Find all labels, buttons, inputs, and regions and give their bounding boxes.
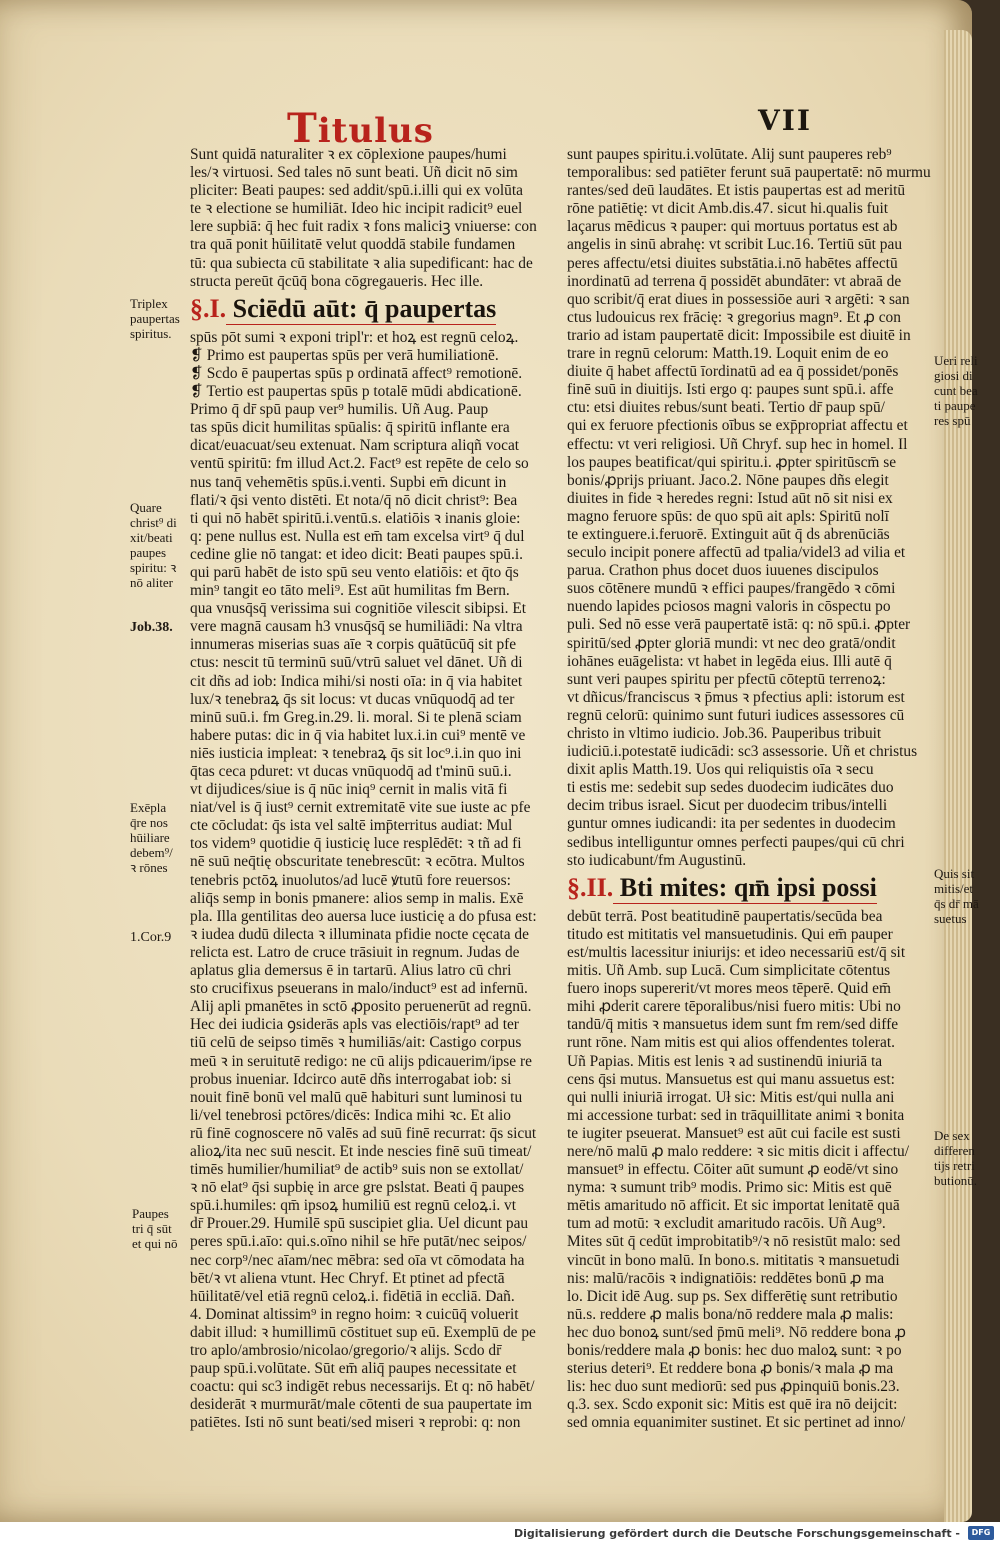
margin-note-veri [934, 353, 978, 428]
text-line: sunt veri paupes spiritu per pfectū cōteptū terrenoꝝ: [567, 670, 886, 688]
text-line: bēt/ꝛ vt aliena vtunt. Hec Chryf. Et ptinet ad pfectā [190, 1269, 505, 1287]
text-line: mansuet⁹ in effectu. Cōiter aūt sumunt ꝓ eodē/vt sino [567, 1161, 899, 1179]
text-line: tum ad motū: ꝛ excludit amaritudo racōis. Uñ Aug⁹. [567, 1215, 886, 1233]
text-line: diuites in fide ꝛ heredes regni: Istud aūt nō sit nisi ex [567, 489, 893, 507]
text-line: angelis in sinū abrahę: vt scribit Luc.16. Tertiū sūt pau [567, 236, 903, 254]
margin-note-cor9 [130, 930, 171, 945]
text-line: Hec dei iudicia ꝯsiderās apls vas electiōis/rapt⁹ ad ter [190, 1016, 519, 1034]
text-line: te ꝛ electione se humiliāt. Ideo hic incipit radicit⁹ euel [190, 200, 523, 218]
text-line: li/vel tenebrosi pctōres/dicēs: Indica mihi ꝛc. Et alio [190, 1106, 511, 1124]
section-mark: §.I. [190, 293, 227, 323]
margin-note-line: christ⁹ di [130, 515, 177, 530]
text-line: desiderāt ꝛ murmurāt/male cōtenti de sua paupertate im [190, 1396, 532, 1414]
text-line: mihi ꝓderit carere tēporalibus/nisi fuero mitis: Ubi no [567, 998, 901, 1016]
text-line: ventū spiritū: fm illud Act.2. Fact⁹ est repēte de celo so [190, 455, 529, 473]
text-line: aliq̄s semp in bonis pmanere: alios semp in malis. Exē [190, 889, 524, 907]
text-line: seculo incipit ponere affectū ad tpalia/videl3 ad vilia et [567, 544, 906, 562]
text-line: niat/vel is q̄ iust⁹ cernit extremitatē vite sue iuste ac pfe [190, 799, 531, 817]
text-line: diuite q̄ habet affectū īordinatū ad ea q̄ possidet/ponēs [567, 363, 899, 381]
text-line: flati/ꝛ q̄si vento distēti. Et nota/q̄ nō dicit christ⁹: Bea [190, 491, 518, 509]
margin-note-quare [130, 500, 177, 590]
text-line: cte cōcludat: q̄s ista vel saltē imp̄territus audiat: Mul [190, 817, 513, 835]
text-line: ❡ Primo est paupertas spūs per verā humiliationē. [190, 346, 499, 364]
text-line: suos cōtēnere mundū ꝛ effici paupes/frangēdo ꝛ cōmi [567, 580, 896, 598]
text-line: mitis. Uñ Amb. sup Lucā. Cum simplicitate cōtentus [567, 962, 891, 980]
text-line: nere/nō malū ꝓ malo reddere: ꝛ sic mitis dicit i affectu/ [567, 1142, 910, 1160]
text-line: q̄tas ceca pduret: vt ducas vnūquodq̄ ad t'minū suū.i. [190, 763, 512, 780]
text-line: ctu: etsi diuites rebus/sunt beati. Tertio dr̄ paup spū/ [567, 399, 885, 417]
text-line: Mites sūt q̄ cedūt improbitatib⁹/ꝛ nō resistūt malo: sed [567, 1233, 901, 1251]
section-heading-text: Bti mites: qm̄ ipsi possi [613, 873, 877, 904]
text-line: laçarus mēdicus ꝛ pauper: qui mortuus portatus est ab [567, 218, 898, 236]
text-column-left [190, 146, 550, 1432]
margin-note-line: De sex [934, 1128, 970, 1143]
text-line: Uñ Papias. Mitis est lenis ꝛ ad sustinendū iniuriā ta [567, 1052, 883, 1070]
text-line: 4. Dominat altissim⁹ in regno hoim: ꝛ cuicūq̄ voluerit [190, 1305, 519, 1323]
text-line: te extinguere.i.feruorē. Extinguit aūt q̄ ds abrenūciās [567, 525, 890, 543]
text-line: innumeras miserias suas aīe ꝛ corpis quātūcūq̄ sit pfe [190, 636, 517, 654]
text-line: rū finē cognoscere nō valēs ad suū finē recurrat: q̄s sicut [190, 1124, 537, 1142]
text-line: mi accessione turbat: sed in trāquillitate animi ꝛ bonita [567, 1106, 905, 1124]
text-line: habere putas: dic in q̄ via habitet lux.i.in cui⁹ mentē ve [190, 726, 526, 744]
text-line: ti qui nō habēt spiritū.i.ventū.s. elatiōis ꝛ inanis gloie: [190, 509, 521, 527]
margin-note-line: cunt bea [934, 383, 978, 398]
text-line: relicta est. Latro de cruce trāsiuit in regnum. Judas de [190, 943, 520, 961]
text-line: q: pene nullus est. Nulla est em̄ tam excelsa virt⁹ q̄ dul [190, 527, 525, 545]
text-line: christo in vltimo iudicio. Job.36. Pauperibus tribuit [567, 725, 882, 742]
text-line: nyma: ꝛ sumunt trib⁹ modis. Primo sic: Mitis est quē [567, 1179, 892, 1197]
margin-note-paupes [132, 1206, 178, 1251]
margin-note-line: Quis sit [934, 866, 975, 881]
margin-note-line: giosi di [934, 368, 973, 383]
text-line: sedibus intelliguntur omnes perfecti paupes/qui cū chri [567, 833, 905, 851]
text-line: Alij apli pmanētes in sctō ꝓposito peruenerūt ad regnū. [190, 998, 532, 1016]
text-column-right [567, 146, 933, 1432]
margin-note-line: xit/beati [130, 530, 173, 545]
margin-note-line: paupertas [130, 311, 180, 326]
text-line: titudo est mititatis vel mansuetudinis. Qui em̄ pauper [567, 925, 893, 943]
text-line: pliciter: Beati paupes: sed addit/spū.i.illi qui ex volūta [190, 182, 523, 200]
text-line: dabit illud: ꝛ humillimū cōstituet sup eū. Exemplū de pe [190, 1323, 536, 1341]
margin-note-line: butionū. [934, 1173, 977, 1188]
text-line: minū suū.i. fm Greg.in.29. li. moral. Si te plenā sciam [190, 708, 522, 726]
margin-note-line: spiritu: ꝛ [130, 560, 177, 575]
text-line: nū.s. reddere ꝓ malis bona/nō reddere mala ꝓ malis: [567, 1305, 894, 1323]
text-line: regnū celorū: quinimo sunt futuri iudices assessores cū [567, 706, 905, 724]
text-line: lux/ꝛ tenebraꝝ q̄s sit locus: vt ducas vnūquodq̄ ad ter [190, 690, 515, 708]
text-line: los paupes beatificat/qui spiritu.i. ꝓpter spiritūscm̄ se [567, 453, 897, 471]
margin-note-quis-sit [934, 866, 979, 926]
margin-note-line: Paupes [132, 1206, 169, 1221]
text-line: trare in regnū celorum: Matth.19. Loquit enim de eo [567, 345, 889, 363]
text-line: sunt paupes spiritu.i.volūtate. Alij sunt pauperes reb⁹ [567, 146, 892, 163]
text-line: dixit aplis Matth.19. Uos qui reliquistis oīa ꝛ secu [567, 761, 874, 779]
text-line: vt dñicus/franciscus ꝛ p̄mus ꝛ pfectius apli: istorum est [567, 688, 905, 706]
text-line: niēs iusticia impleat: ꝛ tenebraꝝ q̄s sit loc⁹.i.in quo ini [190, 744, 522, 762]
text-line: temporalibus: sed patiēter ferunt suā paupertatē: nō murmu [567, 164, 931, 182]
text-line: tro aplo/ambrosio/nicolao/gregorio/ꝛ alijs. Scdo dr̄ [190, 1342, 502, 1359]
text-line: spiritū/sed ꝓpter gloriā mundi: vt nec deo gratā/ondit [567, 634, 896, 652]
page-edge [944, 30, 972, 1522]
text-line: lo. Dicit idē Aug. sup ps. Sex differētię sunt retributio [567, 1287, 898, 1305]
text-line: debūt terrā. Post beatitudinē paupertatis/secūda bea [567, 907, 883, 925]
margin-note-exempla [130, 800, 173, 875]
text-line: cit dñs ad iob: Indica mihi/si nosti oīa: in q̄ via habitet [190, 672, 523, 690]
margin-note-line: 1.Cor.9 [130, 930, 172, 945]
text-line: runt rōne. Nam mitis est qui alios offendentes tolerat. [567, 1034, 895, 1052]
text-line: fuero inops supererit/vt mores meos tēperē. Quid em̄ [567, 980, 891, 998]
margin-note-line: suetus [934, 911, 967, 926]
text-line: Sunt quidā naturaliter ꝛ ex cōplexione paupes/humi [190, 146, 507, 163]
margin-note-line: Ueri reli [934, 353, 978, 368]
text-line: ctus: nescit tū terminū suū/vtrū saluet vel dānet. Uñ di [190, 654, 523, 672]
text-line: iohānes euāgelista: vt habet in legēda eius. Illi autē q̄ [567, 652, 892, 670]
text-line: aplatus glia demersus ē in tartarū. Alius latro cū chri [190, 962, 512, 980]
margin-note-line: hūiliare [130, 830, 170, 845]
text-line: quo scribit/q̄ erat diues in possessiōe auri ꝛ argēti: ꝛ san [567, 290, 910, 308]
text-line: spū.i.humiles: qm̄ ipsoꝝ humiliū est regnū celoꝝ.i. vt [190, 1197, 517, 1215]
text-line: alioꝝ/ita nec suū nescit. Et inde nescies finē suū timeat/ [190, 1142, 532, 1160]
margin-note-job38 [130, 620, 173, 635]
margin-note-line: paupes [130, 545, 167, 560]
margin-note-line: ꝛ rōnes [130, 860, 168, 875]
text-line: lis: hec duo sunt mediorū: sed pus ꝓpinquiū bonis.23. [567, 1378, 900, 1396]
section-heading [567, 872, 933, 904]
text-line: trario ad istam paupertatē dicit: Impossibile est diuitē in [567, 326, 911, 344]
text-line: ❡ Scdo ē paupertas spūs p ordinatā affect⁹ remotionē. [190, 364, 523, 382]
section-heading [190, 293, 550, 325]
text-line: sterius deteri⁹. Et reddere bona ꝓ bonis/ꝛ mala ꝓ ma [567, 1360, 894, 1378]
margin-note-line: differen [934, 1143, 975, 1158]
text-line: iudiciū.i.potestatē iudicādi: sc3 assessorie. Uñ et christus [567, 743, 918, 761]
text-line: min⁹ tangit eo tāto meli⁹. Est aūt humilitas fm Bern. [190, 582, 510, 600]
text-line: est/multis lacessitur iniurijs: et ideo necessariū est/q̄ sit [567, 943, 906, 961]
text-line: peres spū.i.aīo: qui.s.oīno nihil se hr̄e putāt/nec seipos/ [190, 1233, 527, 1251]
dfg-logo-icon: DFG [968, 1526, 994, 1540]
text-line: nus tanq̄ vehemētis spūs.i.venti. Supbi em̄ dicunt in [190, 473, 507, 491]
text-line: qua vnusq̄sq̄ verissima sui cognitiōe vilescit sibipsi. Et [190, 600, 527, 618]
margin-note-line: Triplex [130, 296, 168, 311]
text-line: qui ex feruore pfectionis oībus se exp̄propriat affectu et [567, 417, 908, 435]
text-line: nis: malū/racōis ꝛ indignatiōis: reddētes bonū ꝓ ma [567, 1269, 885, 1287]
text-line: dr̄ Prouer.29. Humilē spū suscipiet glia. Uel dicunt pau [190, 1215, 529, 1233]
text-line: vere magnā causam h3 vnusq̄sq̄ se humiliādi: Na vltra [190, 618, 523, 636]
text-line: vt dijudices/siue is q̄ nūc iniq⁹ cernit in malis vitā fi [190, 781, 508, 799]
section-heading-text: Sciēdū aūt: q̄ paupertas [226, 294, 496, 325]
text-line: nuendo lapides pciosos magni valoris in cōspectu po [567, 598, 891, 616]
text-line: sto crucifixus pseuerans in malo/induct⁹ est ad infernū. [190, 980, 528, 998]
text-line: structa pereūt q̄cūq̄ bona cōgregaueris. Hec ille. [190, 272, 484, 290]
text-line: timēs humilier/humiliat⁹ de actib⁹ suis non se extollat/ [190, 1161, 524, 1179]
text-line: meū ꝛ in seruitutē redigo: ne cū alijs pdicauerim/ipse re [190, 1052, 532, 1070]
text-line: inordinatū ad terrena q̄ possidēt abundāter: vt abraā de [567, 272, 902, 290]
text-line: peres affectu/etsi diuites substātia.i.nō habētes affectū [567, 254, 898, 272]
title-number: VII [758, 104, 812, 137]
margin-note-line: spiritus. [130, 326, 172, 341]
margin-note-de-sex [934, 1128, 977, 1188]
text-line: tiū celū de seipso timēs ꝛ humiliās/ait: Castigo corpus [190, 1034, 522, 1052]
footer-credit-text: Digitalisierung gefördert durch die Deutsche Forschungsgemeinschaft - [513, 1527, 960, 1540]
text-line: tas spūs dicit humilitas spūalis: q̄ spiritū inflante era [190, 419, 510, 437]
text-line: ❡ Tertio est paupertas spūs p totalē mūdi abdicationē. [190, 383, 522, 401]
text-line: vincūt in bono malū. In bono.s. mititatis ꝛ mansuetudi [567, 1251, 900, 1269]
text-line: tandū/q̄ mitis ꝛ mansuetus idem sunt fm rem/sed diffe [567, 1016, 899, 1034]
text-line: lere supbiā: q̄ hec fuit radix ꝛ fons maliciꝫ vniuerse: con [190, 218, 537, 236]
text-line: guntur omnes iudicandi: ita per sedentes in duodecim [567, 815, 896, 833]
text-line: hec duo bonoꝝ sunt/sed p̄mū meli⁹. Nō reddere bona ꝓ [567, 1323, 906, 1341]
text-line: pla. Illa gentilitas deo auersa luce iusticię a do pfusa est: [190, 907, 537, 925]
text-line: parua. Crathon phus docet duos iuuenes discipulos [567, 562, 879, 580]
text-line: coactu: qui sc3 indigēt rebus necessarijs. Et q: nō habēt/ [190, 1378, 535, 1396]
margin-note-line: Job.38. [130, 620, 173, 635]
text-line: sto iudicabunt/fm Augustinū. [567, 851, 747, 869]
margin-note-line: mitis/et [934, 881, 973, 896]
text-line: ꝛ nō elat⁹ q̄si supbię in arce gre pslstat. Beati q̄ paupes [190, 1179, 525, 1197]
text-line: ꝛ iudea dudū dilecta ꝛ illuminata pfidie nocte cęcata de [190, 925, 529, 943]
text-line: paup spū.i.volūtate. Sūt em̄ aliq̄ paupes necessitate et [190, 1360, 517, 1378]
text-line: q.3. sex. Scdo exponit sic: Mitis est quē ira nō deijcit: [567, 1396, 898, 1414]
margin-note-line: ti paupe [934, 398, 976, 413]
text-line: Primo q̄ dr̄ spū paup ver⁹ humilis. Uñ Aug. Paup [190, 401, 489, 419]
text-line: qui nulli iniuriā irrogat. Uł sic: Mitis est/qui nulla ani [567, 1088, 895, 1106]
text-line: magno feruore spūs: de quo spū ait apls: Spiritū nolī [567, 507, 889, 525]
text-line: nec corp⁹/nec aīam/nec mēbra: sed oīa vt cōmodata ha [190, 1251, 525, 1269]
margin-note-line: nō aliter [130, 575, 173, 590]
margin-note-line: tri q̄ sūt [132, 1221, 172, 1236]
text-line: tū: qua subiecta cū stabilitate ꝛ alia supedificant: hac de [190, 254, 533, 272]
text-line: hūilitatē/vel etiā regnū celoꝝ.i. fidētiā in eccliā. Dañ. [190, 1287, 515, 1305]
text-line: cens q̄si mutus. Mansuetus est qui manu assuetus est: [567, 1070, 895, 1088]
margin-note-line: Quare [130, 500, 162, 515]
text-line: spūs pōt sumi ꝛ exponi tripl'r: et hoꝝ est regnū celoꝝ. [190, 328, 519, 346]
margin-note-line: Exēpla [130, 800, 167, 815]
text-line: nē suū neq̄tię obscuritate tenebrescūt: ꝛ ecōtra. Multos [190, 853, 525, 871]
margin-note-line: tijs retri [934, 1158, 975, 1173]
text-line: bonis/reddere mala ꝓ bonis: hec duo maloꝝ sunt: ꝛ po [567, 1342, 902, 1359]
text-line: mētis amaritudo nō afficit. Et sic importat lenitatē quā [567, 1197, 900, 1215]
margin-note-line: q̄re nos [130, 815, 168, 830]
text-line: puli. Sed nō esse verā paupertatē istā: q: nō spū.i. ꝓpter [567, 616, 911, 634]
text-line: nouit finē bonū vel malū quē habituri sunt luminosi tu [190, 1088, 523, 1106]
footer-bar [0, 1522, 1000, 1543]
section-mark: §.II. [567, 872, 614, 902]
text-line: qui parū habēt de isto spū seu vento elatiōis: et q̄to q̄s [190, 563, 519, 581]
text-line: dicat/euacuat/seu extenuat. Nam scriptura aliqñ vocat [190, 437, 520, 455]
margin-note-triplex [130, 296, 180, 341]
running-title: Titulus [287, 105, 434, 152]
text-line: rōne patiētię: vt dicit Amb.dis.47. sicut hi.qualis fuit [567, 200, 889, 218]
text-line: tra quā ponit hūilitatē velut quoddā stabile fundamen [190, 236, 516, 254]
text-line: te iugiter pseuerat. Mansuet⁹ est aūt cui facile est susti [567, 1124, 901, 1142]
text-line: cedine glie nō tangat: et ideo dicit: Beati paupes spū.i. [190, 545, 523, 563]
margin-note-line: et qui nō [132, 1236, 178, 1251]
text-line: effectu: vt veri religiosi. Uñ Chryf. sup hec in homel. Il [567, 435, 908, 453]
text-line: finē suū in diuitijs. Isti ergo q: paupes sunt spū.i. affe [567, 381, 894, 399]
text-line: bonis/ꝓprijs priuant. Jaco.2. Nōne paupes dñs elegit [567, 471, 889, 489]
text-line: ti estis me: sedebit sup sedes duodecim iudicātes duo [567, 779, 894, 797]
margin-note-line: res spū [934, 413, 971, 428]
margin-note-line: q̄s dr̄ mā [934, 896, 979, 911]
text-line: les/ꝛ virtuosi. Sed tales nō sunt beati. Uñ dicit nō sim [190, 164, 518, 182]
text-line: tos videm⁹ quotidie q̄ iusticię luce resplēdēt: ꝛ tñ ad fi [190, 835, 522, 853]
text-line: decim tribus israel. Sicut per duodecim tribus/intelli [567, 797, 888, 815]
text-line: ctus ludouicus rex frācię: ꝛ gregorius magn⁹. Et ꝓ con [567, 308, 901, 326]
text-line: probus inueniar. Idcirco autē dñs interrogabat iob: si [190, 1070, 512, 1088]
text-line: rantes/sed deū laudātes. Et istis paupertas est ad meritū [567, 182, 906, 200]
text-line: tenebris pctōꝝ inuolutos/ad lucē ꝟtutū fore reuersos: [190, 871, 511, 889]
text-line: sed omnia equanimiter sustinet. Et sic pertinet ad inno/ [567, 1414, 906, 1432]
text-line: patiētes. Isti nō sunt beati/sed miseri ꝛ reprobi: q: non [190, 1414, 521, 1432]
margin-note-line: debem⁹/ [130, 845, 173, 860]
